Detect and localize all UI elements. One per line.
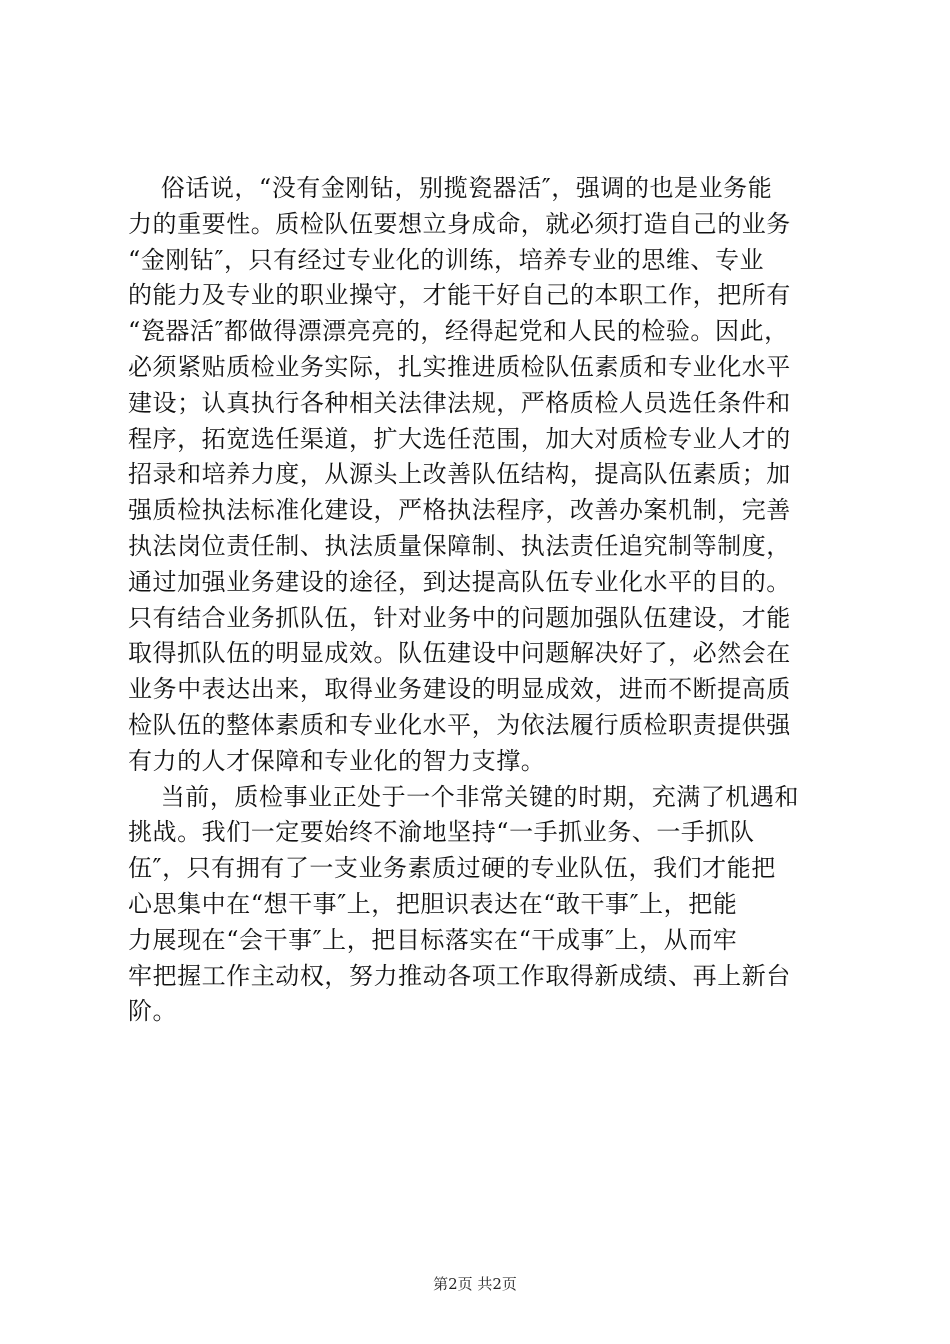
paragraph-1-line-4: 的能力及专业的职业操守，才能干好自己的本职工作，把所有: [128, 281, 791, 310]
document-body: [128, 171, 840, 1030]
paragraph-1-line-15: 业务中表达出来，取得业务建设的明显成效，进而不断提高质: [128, 675, 791, 704]
paragraph-1-line-8: 程序，拓宽选任渠道，扩大选任范围，加大对质检专业人才的: [128, 424, 791, 453]
paragraph-2-line-2: 挑战。我们一定要始终不渝地坚持“一手抓业务、一手抓队: [128, 818, 755, 847]
paragraph-2-line-4: 心思集中在“想干事″上，把胆识表达在“敢干事″上，把能: [128, 889, 738, 918]
paragraph-1-line-11: 执法岗位责任制、执法质量保障制、执法责任追究制等制度，: [128, 531, 791, 560]
paragraph-1-line-10: 强质检执法标准化建设，严格执法程序，改善办案机制，完善: [128, 496, 791, 525]
page-footer: [0, 1274, 950, 1294]
paragraph-1-line-6: 必须紧贴质检业务实际，扎实推进质检队伍素质和专业化水平: [128, 352, 791, 381]
paragraph-1-line-7: 建设；认真执行各种相关法律法规，严格质检人员选任条件和: [128, 388, 791, 417]
paragraph-2-line-6: 牢把握工作主动权，努力推动各项工作取得新成绩、再上新台: [128, 961, 791, 990]
paragraph-2-line-7: 阶。: [128, 997, 178, 1026]
paragraph-1-line-2: 力的重要性。质检队伍要想立身成命，就必须打造自己的业务: [128, 209, 791, 238]
page-number-label: 第2页 共2页: [433, 1275, 517, 1293]
paragraph-1-line-13: 只有结合业务抓队伍，针对业务中的问题加强队伍建设，才能: [128, 603, 791, 632]
paragraph-1-line-3: “金刚钻″，只有经过专业化的训练，培养专业的思维、专业: [128, 245, 765, 274]
paragraph-1-line-16: 检队伍的整体素质和专业化水平，为依法履行质检职责提供强: [128, 710, 791, 739]
paragraph-1-line-9: 招录和培养力度，从源头上改善队伍结构，提高队伍素质；加: [128, 460, 791, 489]
paragraph-2-line-3: 伍″，只有拥有了一支业务素质过硬的专业队伍，我们才能把: [128, 854, 776, 883]
paragraph-1-line-14: 取得抓队伍的明显成效。队伍建设中问题解决好了，必然会在: [128, 639, 791, 668]
paragraph-1-line-1: 俗话说，“没有金刚钻，别揽瓷器活″，强调的也是业务能: [128, 174, 773, 202]
paragraph-1-line-12: 通过加强业务建设的途径，到达提高队伍专业化水平的目的。: [128, 567, 791, 596]
paragraph-1-line-5: “瓷器活″都做得漂漂亮亮的，经得起党和人民的检验。因此，: [128, 317, 789, 346]
paragraph-1-line-17: 有力的人才保障和专业化的智力支撑。: [128, 746, 546, 775]
paragraph-2-line-1: 当前，质检事业正处于一个非常关键的时期，充满了机遇和: [128, 782, 800, 811]
paragraph-2-line-5: 力展现在“会干事″上，把目标落实在“干成事″上，从而牢: [128, 925, 738, 954]
